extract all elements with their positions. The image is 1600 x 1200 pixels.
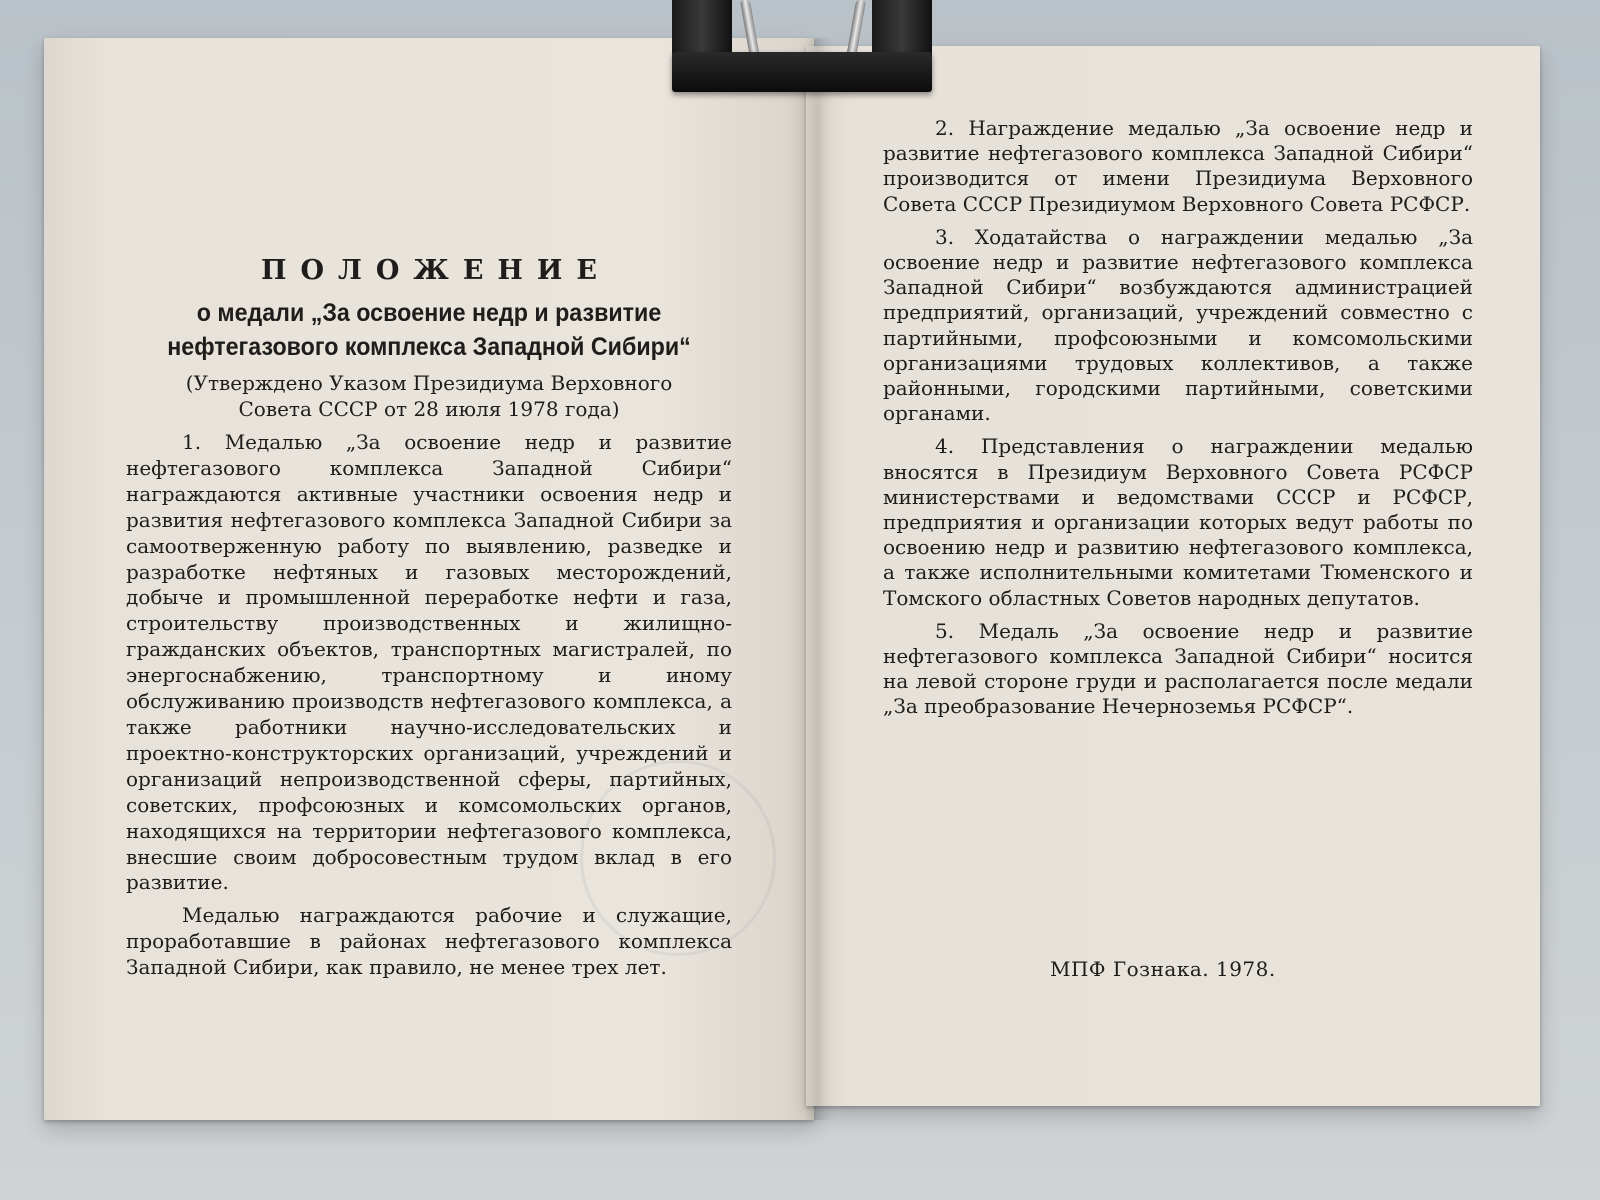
- approval-line: (Утверждено Указом Президиума Верховного: [185, 371, 673, 395]
- clip-body: [672, 52, 932, 92]
- paragraph-4: 4. Представления о награждении медалью вносятся в Президиум Верховного Совета РСФСР министерствами и ведомствами СССР и РСФСР, предприятия и организации которых ведут работы по освоению недр и развитию нефтегазового комплекса, а также исполнительными комитетами Тюменского и Томского областных Советов народных депутатов.: [883, 434, 1473, 610]
- subtitle-line: нефтегазового комплекса Западной Сибири“: [167, 333, 691, 361]
- right-column: [883, 116, 1473, 728]
- paragraph-5: 5. Медаль „За освоение недр и развитие нефтегазового комплекса Западной Сибири“ носится на левой стороне груди и располагается после медали „За преобразование Нечерноземья РСФСР“.: [883, 618, 1473, 719]
- document-subtitle: [147, 296, 711, 364]
- paragraph-3: 3. Ходатайства о награждении медалью „За освоение недр и развитие нефтегазового комплекса Западной Сибири“ возбуждаются администрацией предприятий, организаций, учреждений совместно с партийными, профсоюзными и комсомольскими организациями трудовых коллективов, а также районными, городскими партийными, советскими органами.: [883, 224, 1473, 426]
- binder-clip-icon: [672, 0, 932, 96]
- approval-note: [126, 370, 732, 422]
- paragraph-2: 2. Награждение медалью „За освоение недр и развитие нефтегазового комплекса Западной Сибири“ производится от имени Президиума Верховного Совета СССР Президиумом Верховного Совета РСФСР.: [883, 116, 1473, 216]
- printer-imprint: МПФ Гознака. 1978.: [1050, 957, 1276, 981]
- left-column: [126, 255, 732, 988]
- document-title: ПОЛОЖЕНИЕ: [260, 255, 611, 286]
- paragraph-1-note: Медалью награждаются рабочие и служащие, проработавшие в районах нефтегазового комплекса Западной Сибири, как правило, не менее трех лет.: [126, 903, 732, 980]
- paragraph-1: 1. Медалью „За освоение недр и развитие нефтегазового комплекса Западной Сибири“ награждаются активные участники освоения недр и развития нефтегазового комплекса Западной Сибири за самоотверженную работу по выявлению, разведке и разработке нефтяных и газовых месторождений, добыче и промышленной переработке нефти и газа, строительству производственных и жилищно-гражданских объектов, транспортных магистралей, по энергоснабжению, транспортному и иному обслуживанию производств нефтегазового комплекса, а также работники научно-исследовательских и проектно-конструкторских организаций, учреждений и организаций непроизводственной сферы, партийных, советских, профсоюзных и комсомольских органов, находящихся на территории нефтегазового комплекса, внесшие своим добросовестным трудом вклад в его развитие.: [126, 430, 732, 895]
- subtitle-line: о медали „За освоение недр и развитие: [196, 299, 662, 327]
- approval-line: Совета СССР от 28 июля 1978 года): [238, 397, 620, 421]
